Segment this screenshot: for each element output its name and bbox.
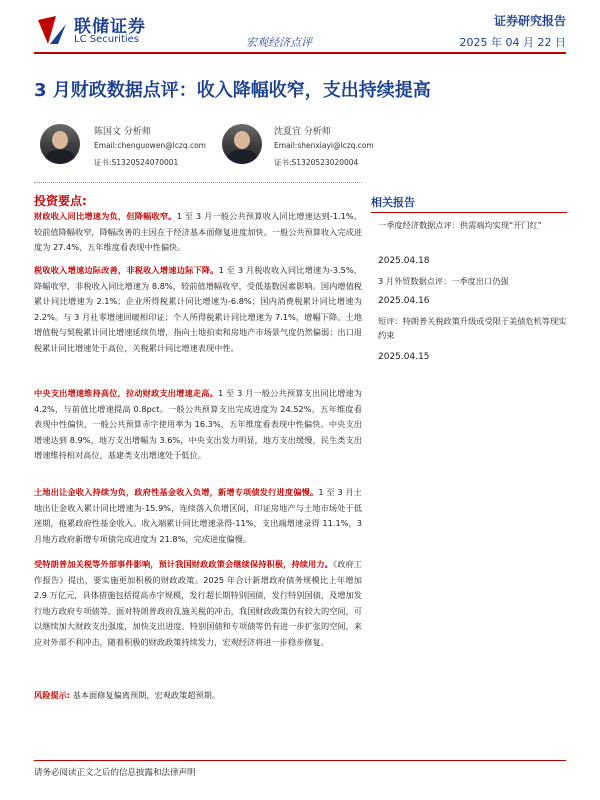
- key-point-paragraph: [34, 485, 362, 547]
- company-name: 联储证券: [74, 17, 146, 37]
- section-divider: [34, 182, 362, 183]
- key-point-paragraph: [34, 386, 362, 464]
- risk-warning: [34, 690, 220, 701]
- risk-text: 基本面修复偏离预期，宏观政策超预期。: [72, 690, 221, 700]
- analyst-2-name: 沈夏宜 分析师: [274, 127, 331, 137]
- key-point-text: 1 至 3 月一般公共预算收入同比增速达到-1.1%，较前值降幅收窄，降幅改善的主因在于经济基本面修复进度加快。一般公共预算收入完成进度为 27.4%，五年维度看表现中性偏快。: [34, 211, 362, 253]
- related-reports-divider: [371, 212, 567, 213]
- related-reports-title: 相关报告: [371, 196, 415, 209]
- key-point-text: 1 至 3 月一般公共预算支出同比增速为 4.2%，与前值比增速提高 0.8pct。一般公共预算支出完成进度为 24.52%，五年维度看表现中性偏快，一般公共预算赤字使用率为 16.3%，五年维度看表现中性偏快。中央支出增速达到 8.9%，地方支出增幅为 3.6%，中央支出发力明显，地方支出缓慢，民生类支出增速维持相对高位，基建类支出增速处于低位。: [34, 388, 362, 461]
- related-report-date: 2025.04.18: [378, 256, 430, 266]
- analyst-1-cert: 证书:S1320524070001: [94, 158, 179, 167]
- analyst-2-avatar: [222, 124, 262, 164]
- key-point-paragraph: [34, 263, 362, 357]
- key-point-text: 1 至 3 月税收收入同比增速为-3.5%，降幅收窄，非税收入同比增速为 8.8%，较前值增幅收窄，受低基数因素影响。国内增值税累计同比增速为 2.1%；企业所得税累计同比增速为-6.8%；国内消费税累计同比增速为 2.2%。与 3 月社零增速回暖相印证；个人所得税累计同比增速为 7.1%，增幅下降。土地增值税与契税累计同比增速延续负增，指向土地拍卖和房地产市场景气度仍然偏弱；出口退税累计同比增速处于高位，关税累计同比增速表现中性。: [34, 265, 362, 353]
- key-point-highlight: 土地出让金收入持续为负，政府性基金收入负增，新增专项债发行进度偏慢。: [34, 487, 319, 497]
- header-divider: [34, 52, 566, 54]
- report-date: 2025 年 04 月 22 日: [459, 36, 566, 49]
- analyst-1-avatar: [40, 124, 80, 164]
- related-report-link[interactable]: 3 月外贸数据点评：一季度出口仍强: [378, 276, 509, 286]
- related-report-link[interactable]: 短评：特朗普关税政策升级或受限于美债危机等现实约束: [378, 316, 567, 340]
- analyst-1-email[interactable]: Email:chenguowen@lczq.com: [94, 141, 206, 150]
- analyst-2-cert: 证书:S1320523020004: [274, 158, 359, 167]
- company-name-en: LC Securities: [74, 34, 140, 45]
- footer-divider: [34, 760, 566, 761]
- risk-label: 风险提示:: [34, 690, 71, 700]
- key-point-paragraph: [34, 209, 362, 256]
- related-report-date: 2025.04.15: [378, 352, 430, 362]
- company-logo-icon: [36, 14, 68, 46]
- related-report-link[interactable]: 一季度经济数据点评：供需端均实现“开门红”: [378, 220, 543, 230]
- key-point-text: 《政府工作报告》提出，要实施更加积极的财政政策。2025 年合计新增政府债务规模比上年增加 2.9 万亿元，具体措施包括提高赤字规模，发行超长期特别国债，发行特别国债，及增加发行地方政府专项债等。面对特朗普政府乱施关税的冲击，我国财政政策仍有较大的空间，可以继续加大财政支出强度，加快支出进度，特别国债和专项债等仍有进一步扩张的空间，来应对外部不利冲击，随着积极的财政政策持续发力，宏观经济将进一步稳步修复。: [34, 559, 362, 647]
- related-report-date: 2025.04.16: [378, 296, 430, 306]
- key-point-paragraph: [34, 557, 362, 651]
- report-type: 证券研究报告: [493, 14, 566, 28]
- key-point-highlight: 财政收入同比增速为负，但降幅收窄。: [34, 211, 177, 221]
- report-title: 3 月财政数据点评：收入降幅收窄，支出持续提高: [34, 80, 431, 101]
- footer-disclaimer: 请务必阅读正文之后的信息披露和法律声明: [34, 768, 196, 778]
- key-points-title: 投资要点:: [34, 194, 87, 208]
- report-section: 宏观经济点评: [246, 36, 312, 49]
- key-point-highlight: 中央支出增速维持高位，拉动财政支出增速走高。: [34, 388, 218, 398]
- analyst-2-email[interactable]: Email:shenxiayi@lczq.com: [274, 141, 374, 150]
- key-point-highlight: 受特朗普加关税等外部事件影响，预计我国财政政策会继续保持积极，持续用力。: [34, 559, 333, 569]
- key-point-highlight: 税收收入增速边际改善，非税收入增速边际下降。: [34, 265, 219, 275]
- key-point-text: 1 至 3 月土地出让金收入累计同比增速为-15.9%，连续落入负增区间，印证房地产与土地市场处于低迷期，拖累政府性基金收入。收入端累计同比增速录得-11%，支出端增速录得 11.1%，3 月地方政府新增专项债完成进度为 21.8%，完成进度偏慢。: [34, 487, 362, 544]
- analyst-1-name: 陈国文 分析师: [94, 127, 151, 137]
